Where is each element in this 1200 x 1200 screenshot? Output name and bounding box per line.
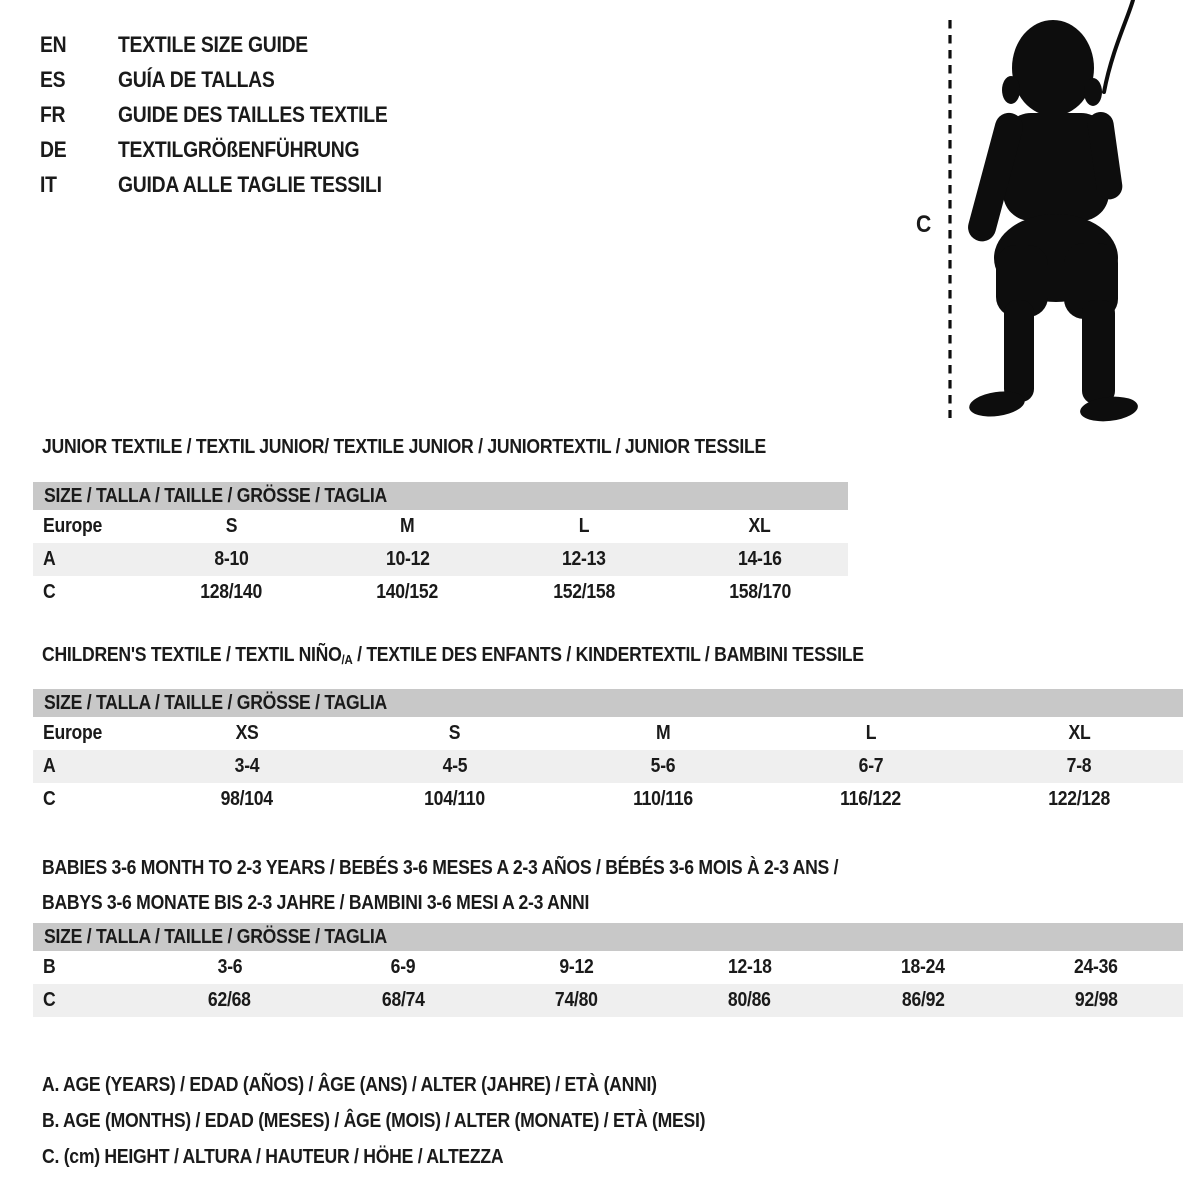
lang-row-en — [40, 27, 424, 62]
row-label: B — [43, 956, 56, 978]
babies-section-title — [42, 851, 947, 921]
height-cell: 68/74 — [381, 989, 425, 1011]
height-cell: 116/122 — [840, 788, 902, 810]
row-label: A — [43, 548, 56, 570]
age-cell: 10-12 — [385, 548, 430, 570]
height-cell: 104/110 — [424, 788, 486, 810]
size-cell: M — [400, 515, 415, 537]
size-table-header: SIZE / TALLA / TAILLE / GRÖSSE / TAGLIA — [33, 923, 1183, 951]
height-cell: 152/158 — [552, 581, 615, 603]
age-cell: 18-24 — [901, 956, 945, 978]
table-row-europe — [33, 717, 1183, 750]
age-cell: 4-5 — [442, 755, 468, 777]
legend-line-a: A. AGE (YEARS) / EDAD (AÑOS) / ÂGE (ANS) / ALTER (JAHRE) / ETÀ (ANNI) — [42, 1074, 657, 1096]
age-cell: 3-6 — [217, 956, 242, 978]
size-table-header: SIZE / TALLA / TAILLE / GRÖSSE / TAGLIA — [33, 689, 1183, 717]
age-cell: 9-12 — [559, 956, 594, 978]
age-cell: 5-6 — [650, 755, 676, 777]
size-cell: S — [225, 515, 237, 537]
age-cell: 14-16 — [738, 548, 782, 570]
lang-title: TEXTILE SIZE GUIDE — [118, 32, 308, 57]
row-label: C — [43, 788, 56, 810]
babies-title-line2: BABYS 3-6 MONATE BIS 2-3 JAHRE / BAMBINI 3-6 MESI A 2-3 ANNI — [42, 892, 590, 914]
age-cell: 3-4 — [234, 755, 260, 777]
row-label: A — [43, 755, 56, 777]
lang-code: ES — [40, 67, 66, 92]
row-label: Europe — [43, 722, 103, 744]
height-cell: 110/116 — [633, 788, 693, 810]
height-cell: 74/80 — [554, 989, 598, 1011]
toddler-silhouette — [965, 0, 1139, 424]
language-list — [40, 27, 424, 202]
height-cell: 62/68 — [208, 989, 252, 1011]
age-cell: 7-8 — [1066, 755, 1092, 777]
height-label-c: C — [916, 211, 932, 238]
lang-row-de — [40, 132, 424, 167]
height-cell: 98/104 — [220, 788, 274, 810]
lang-row-fr — [40, 97, 424, 132]
table-row-height — [33, 576, 848, 609]
height-cell: 80/86 — [728, 989, 772, 1011]
size-cell: L — [865, 722, 877, 744]
lang-row-it — [40, 167, 424, 202]
lang-title: TEXTILGRÖßENFÜHRUNG — [118, 137, 360, 162]
lang-title: GUIDE DES TAILLES TEXTILE — [118, 102, 388, 127]
size-cell: S — [449, 722, 461, 744]
lang-title: GUIDA ALLE TAGLIE TESSILI — [118, 172, 382, 197]
table-row-age-months — [33, 951, 1183, 984]
row-label: C — [43, 989, 56, 1011]
lang-code: EN — [40, 32, 67, 57]
size-cell: XS — [235, 722, 259, 744]
table-row-age — [33, 543, 848, 576]
legend — [42, 1067, 796, 1175]
age-cell: 12-13 — [561, 548, 606, 570]
toddler-silhouette-figure — [900, 0, 1200, 430]
size-cell: XL — [1068, 722, 1090, 744]
age-cell: 8-10 — [214, 548, 249, 570]
age-cell: 6-7 — [858, 755, 884, 777]
title-subscript: /A — [341, 652, 353, 667]
height-cell: 86/92 — [901, 989, 945, 1011]
children-section-title: CHILDREN'S TEXTILE / TEXTIL $NIÑO_{/A}$ / TEXTILE DES ENFANTS / KINDERTEXTIL / BAMBINI TESSILE — [42, 644, 864, 667]
babies-size-table — [33, 923, 1183, 1017]
height-cell: 122/128 — [1048, 788, 1110, 810]
height-cell: 92/98 — [1074, 989, 1118, 1011]
junior-section-title: JUNIOR TEXTILE / TEXTIL JUNIOR/ TEXTILE JUNIOR / JUNIORTEXTIL / JUNIOR TESSILE — [42, 436, 766, 458]
age-cell: 6-9 — [390, 956, 416, 978]
table-row-height — [33, 984, 1183, 1017]
lang-code: IT — [40, 172, 57, 197]
children-size-table — [33, 689, 1183, 816]
size-cell: L — [578, 515, 589, 537]
height-cell: 158/170 — [728, 581, 791, 603]
size-table-header: SIZE / TALLA / TAILLE / GRÖSSE / TAGLIA — [33, 482, 848, 510]
lang-code: FR — [40, 102, 66, 127]
legend-line-c: C. (cm) HEIGHT / ALTURA / HAUTEUR / HÖHE / ALTEZZA — [42, 1146, 504, 1168]
table-row-height — [33, 783, 1183, 816]
age-cell: 24-36 — [1074, 956, 1119, 978]
lang-row-es — [40, 62, 424, 97]
babies-title-line1: BABIES 3-6 MONTH TO 2-3 YEARS / BEBÉS 3-6 MESES A 2-3 AÑOS / BÉBÉS 3-6 MOIS À 2-3 ANS / — [42, 857, 839, 879]
size-cell: XL — [748, 515, 771, 537]
height-cell: 140/152 — [376, 581, 439, 603]
height-cell: 128/140 — [200, 581, 263, 603]
table-row-europe — [33, 510, 848, 543]
row-label: Europe — [43, 515, 103, 537]
table-row-age — [33, 750, 1183, 783]
row-label: C — [43, 581, 56, 603]
lang-title: GUÍA DE TALLAS — [118, 67, 275, 92]
size-cell: M — [655, 722, 671, 744]
legend-line-b: B. AGE (MONTHS) / EDAD (MESES) / ÂGE (MOIS) / ALTER (MONATE) / ETÀ (MESI) — [42, 1110, 706, 1132]
junior-size-table — [33, 482, 848, 609]
age-cell: 12-18 — [727, 956, 772, 978]
lang-code: DE — [40, 137, 67, 162]
